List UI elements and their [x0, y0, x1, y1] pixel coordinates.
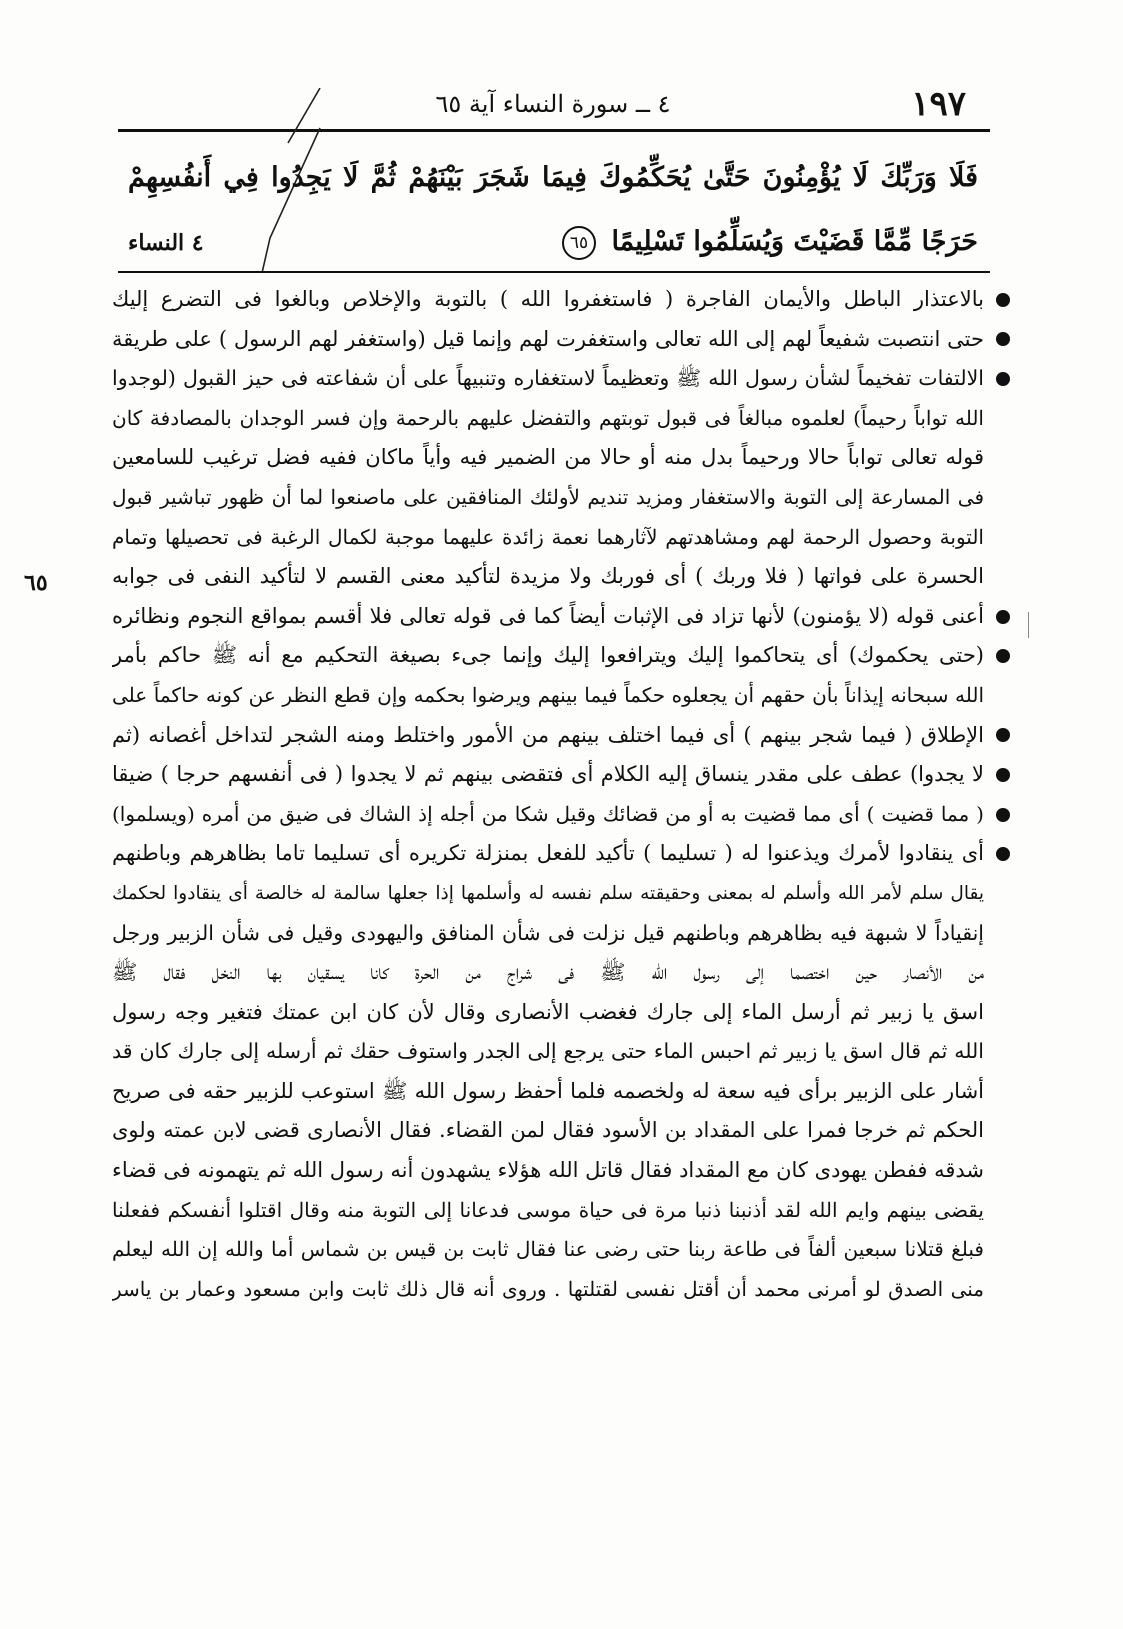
- commentary-line-text: الحكم ثم خرجا فمرا على المقداد بن الأسود فقال لمن القضاء. فقال الأنصارى قضى لابن عمته ولوى: [112, 1118, 984, 1143]
- commentary-line-text: يقضى بينهم وايم الله لقد أذنبنا ذنبا مرة فى حياة موسى فدعانا إلى التوبة منه وقال اقتلوا أنفسكم ففعلنا: [112, 1197, 984, 1222]
- commentary-line-text: حتى انتصبت شفيعاً لهم إلى الله تعالى واستغفرت لهم وإنما قيل (واستغفر لهم الرسول ) على طريقة: [112, 326, 984, 351]
- commentary-line-text: الإطلاق ( فيما شجر بينهم ) أى فيما اختلف بينهم من الأمور واختلط ومنه الشجر لتداخل أغصانه (ثم: [112, 722, 984, 747]
- commentary-line-text: إنقياداً لا شبهة فيه بظاهرهم وباطنهم قيل نزلت فى شأن المنافق واليهودى وقيل فى شأن الزبير ورجل: [112, 920, 984, 945]
- bullet-icon: [996, 293, 1010, 307]
- commentary-line-text: الالتفات تفخيماً لشأن رسول الله ﷺ وتعظيماً لاستغفاره وتنبيهاً على أن شفاعته فى حيز القبول (لوجدوا: [112, 366, 984, 391]
- commentary-line-text: أشار على الزبير برأى فيه سعة له ولخصمه فلما أحفظ رسول الله ﷺ استوعب للزبير حقه فى صريح: [112, 1078, 984, 1103]
- commentary-line: [108, 597, 1010, 637]
- commentary-line: [108, 874, 1010, 914]
- commentary-line-text: بالاعتذار الباطل والأيمان الفاجرة ( فاستغفروا الله ) بالتوبة والإخلاص وبالغوا فى التضرع إليك: [112, 287, 984, 311]
- commentary-line-text: يقال سلم لأمر الله وأسلم له بمعنى وحقيقته سلم نفسه له وأسلمها إذا جعلها سالمة له خالصة أى ينقادوا لحكمك: [112, 882, 984, 904]
- commentary-line: [108, 993, 1010, 1033]
- commentary-line-text: من الأنصار حين اختصما إلى رسول الله ﷺ فى شراج من الحرة كانا يسقيان بها النخل فقال ﷺ: [112, 960, 984, 985]
- commentary-line-text: الله تواباً رحيماً) لعلموه مبالغاً فى قبول توبتهم والتفضل عليهم بالرحمة وإن فسر الوجدان بالمصادفة كان: [112, 405, 984, 430]
- commentary-line-text: شدقه ففطن يهودى كان مع المقداد فقال قاتل الله هؤلاء يشهدون أنه رسول الله ثم يتهمونه فى قضاء: [112, 1158, 984, 1183]
- verse-end-marker: ٦٥: [562, 226, 596, 260]
- commentary-line: [108, 1032, 1010, 1072]
- commentary-line-text: أعنى قوله (لا يؤمنون) لأنها تزاد فى الإثبات أيضاً كما فى قوله تعالى فلا أقسم بمواقع النجوم ونظائره: [112, 603, 984, 628]
- page-header: [118, 82, 988, 132]
- commentary-line: [108, 676, 1010, 716]
- commentary-line: [108, 914, 1010, 954]
- commentary-line-text: ( مما قضيت ) أى مما قضيت به أو من قضائك وقيل شكا من أجله إذ الشاك فى ضيق من أمره (ويسلموا): [112, 801, 984, 826]
- bullet-icon: [996, 847, 1010, 861]
- margin-mark: [1028, 612, 1029, 638]
- commentary-line: [108, 1151, 1010, 1191]
- bullet-icon: [996, 649, 1010, 663]
- commentary-line: [108, 438, 1010, 478]
- commentary-line-text: منى الصدق لو أمرنى محمد أن أقتل نفسى لقتلتها . وروى أنه قال ذلك ثابت وابن مسعود وعمار بن ياسر: [112, 1276, 984, 1301]
- surah-tag: ٤ النساء: [128, 230, 204, 256]
- quran-verse: [128, 146, 978, 274]
- commentary-line: [108, 1230, 1010, 1270]
- commentary-line: [108, 716, 1010, 756]
- commentary-body: [108, 280, 1010, 1309]
- commentary-line-text: أى ينقادوا لأمرك ويذعنوا له ( تسليما ) تأكيد للفعل بمنزلة تكريره أى تسليما تاما بظاهرهم وباطنهم: [112, 841, 984, 866]
- page-number: ١٩٧: [911, 84, 966, 124]
- commentary-line-text: الله ثم قال اسق يا زبير ثم احبس الماء حتى يرجع إلى الجدر واستوف حقك ثم أرسله إلى جارك كان قد: [112, 1039, 984, 1064]
- commentary-line: [108, 755, 1010, 795]
- verse-rule: [118, 271, 990, 273]
- bullet-icon: [996, 332, 1010, 346]
- commentary-line-text: فى المسارعة إلى التوبة والاستغفار ومزيد تنديم لأولئك المنافقين على ماصنعوا لما أن ظهور تباشير قبول: [112, 484, 984, 509]
- commentary-line: [108, 557, 1010, 597]
- surah-heading: ٤ ــ سورة النساء آية ٦٥: [435, 90, 671, 118]
- commentary-line: [108, 1072, 1010, 1112]
- commentary-line: [108, 359, 1010, 399]
- verse-text: فَلَا وَرَبِّكَ لَا يُؤْمِنُونَ حَتَّىٰ يُحَكِّمُوكَ فِيمَا شَجَرَ بَيْنَهُمْ ثُمَّ لَا يَجِدُوا فِي أَنفُسِهِمْ حَرَجًا مِّمَّا قَضَيْتَ وَيُسَلِّمُوا تَسْلِيمًا: [128, 162, 978, 257]
- bullet-icon: [996, 768, 1010, 782]
- commentary-line: [108, 1191, 1010, 1231]
- bullet-icon: [996, 610, 1010, 624]
- bullet-icon: [996, 808, 1010, 822]
- commentary-line-text: الله سبحانه إيذاناً بأن حقهم أن يجعلوه حكماً فيما بينهم ويرضوا بحكمه وإن قطع النظر عن كونه حاكماً على: [112, 682, 984, 707]
- commentary-line: [108, 834, 1010, 874]
- commentary-line: [108, 636, 1010, 676]
- commentary-line: [108, 399, 1010, 439]
- commentary-line-text: الحسرة على فواتها ( فلا وربك ) أى فوربك ولا مزيدة لتأكيد معنى القسم لا لتأكيد النفى فى جوابه: [112, 564, 984, 589]
- commentary-line-text: قوله تعالى تواباً حالا ورحيماً بدل منه أو حالا من الضمير فيه وأياً ماكان ففيه فضل ترغيب للسامعين: [112, 445, 984, 470]
- commentary-line-text: اسق يا زبير ثم أرسل الماء إلى جارك فغضب الأنصارى وقال لأن كان ابن عمتك فتغير وجه رسول: [112, 999, 984, 1024]
- bullet-icon: [996, 372, 1010, 386]
- margin-verse-number: ٦٥: [24, 570, 48, 596]
- commentary-line-text: التوبة وحصول الرحمة لهم ومشاهدتهم لآثارهما نعمة زائدة عليهما موجبة لكمال الرغبة فى تحصيلها وتمام: [112, 524, 984, 549]
- commentary-line: [108, 795, 1010, 835]
- header-rule: [118, 129, 990, 132]
- commentary-line: [108, 478, 1010, 518]
- commentary-line-text: فبلغ قتلانا سبعين ألفاً فى طاعة ربنا حتى رضى عنا فقال ثابت بن قيس بن شماس أما والله إن الله ليعلم: [112, 1237, 984, 1262]
- commentary-line: [108, 320, 1010, 360]
- commentary-line: [108, 1270, 1010, 1310]
- bullet-icon: [996, 728, 1010, 742]
- commentary-line: [108, 518, 1010, 558]
- commentary-line-text: لا يجدوا) عطف على مقدر ينساق إليه الكلام أى فتقضى بينهم ثم لا يجدوا ( فى أنفسهم حرجا ) ضيقا: [112, 762, 984, 787]
- commentary-line-text: (حتى يحكموك) أى يتحاكموا إليك ويترافعوا إليك وإنما جىء بصيغة التحكيم مع أنه ﷺ حاكم بأمر: [112, 643, 984, 668]
- commentary-line: [108, 280, 1010, 320]
- commentary-line: [108, 1111, 1010, 1151]
- commentary-line: [108, 953, 1010, 993]
